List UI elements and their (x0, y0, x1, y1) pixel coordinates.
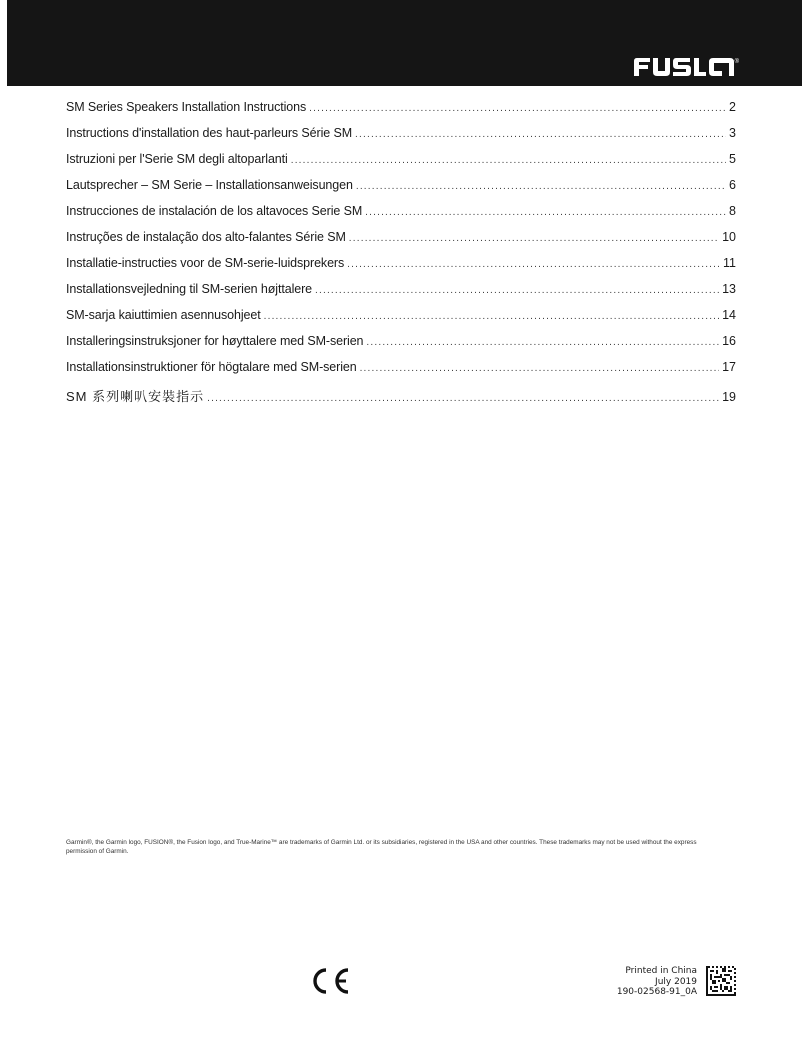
toc-entry-page: 2 (729, 100, 736, 114)
toc-entry[interactable] (66, 178, 736, 204)
toc-entry-title: Installatie-instructies voor de SM-serie-luidsprekers (66, 256, 345, 270)
fusion-logo (634, 58, 739, 76)
toc-entry-page: 16 (722, 334, 736, 348)
toc-entry[interactable] (66, 308, 736, 334)
toc-leader-dots (366, 337, 719, 348)
toc-leader-dots (315, 285, 719, 296)
toc-entry-page: 13 (722, 282, 736, 296)
data-matrix-code-icon (706, 966, 736, 996)
toc-entry-page: 8 (729, 204, 736, 218)
toc-entry-page: 5 (729, 152, 736, 166)
table-of-contents (66, 100, 736, 412)
toc-entry-title: Instruções de instalação dos alto-falantes Série SM (66, 230, 346, 244)
toc-leader-dots (347, 259, 720, 270)
toc-entry[interactable] (66, 204, 736, 230)
toc-leader-dots (264, 311, 719, 322)
toc-leader-dots (360, 363, 720, 374)
toc-leader-dots (355, 129, 726, 140)
toc-entry-title: Installationsvejledning til SM-serien højttalere (66, 282, 313, 296)
part-number: 190-02568-91_0A (616, 987, 697, 997)
toc-leader-dots (309, 103, 726, 114)
toc-leader-dots (356, 181, 726, 192)
toc-leader-dots (349, 233, 719, 244)
toc-entry-page: 19 (722, 390, 736, 404)
toc-entry[interactable] (66, 334, 736, 360)
toc-leader-dots (207, 393, 719, 404)
toc-entry-title: Istruzioni per l'Serie SM degli altoparlanti (66, 152, 288, 166)
toc-leader-dots (365, 207, 726, 218)
print-origin: Printed in China (625, 966, 697, 976)
toc-entry[interactable] (66, 100, 736, 126)
toc-entry-title: Lautsprecher – SM Serie – Installationsanweisungen (66, 178, 353, 192)
print-date: July 2019 (655, 976, 697, 987)
toc-entry[interactable] (66, 256, 736, 282)
toc-entry-page: 3 (729, 126, 736, 140)
toc-entry-page: 11 (723, 256, 736, 270)
ce-mark-icon (307, 967, 351, 1000)
toc-entry[interactable] (66, 230, 736, 256)
fusion-logo-wordmark-icon (634, 58, 734, 76)
registered-mark: ® (734, 59, 739, 65)
toc-entry[interactable] (66, 282, 736, 308)
toc-leader-dots (291, 155, 726, 166)
toc-entry-title: SM-sarja kaiuttimien asennusohjeet (66, 308, 261, 322)
toc-entry-title: SM 系列喇叭安裝指示 (66, 389, 205, 404)
header-bar (7, 0, 802, 86)
ce-symbol-icon (307, 967, 351, 995)
toc-entry-title: Installationsinstruktioner för högtalare med SM-serien (66, 360, 357, 374)
toc-entry[interactable] (66, 360, 736, 386)
toc-entry[interactable] (66, 386, 736, 412)
toc-entry-page: 14 (722, 308, 736, 322)
print-info (617, 966, 697, 998)
toc-entry-title: SM Series Speakers Installation Instructions (66, 100, 307, 114)
toc-entry-title: Instrucciones de instalación de los altavoces Serie SM (66, 204, 363, 218)
toc-entry[interactable] (66, 126, 736, 152)
toc-entry-page: 17 (722, 360, 736, 374)
toc-entry-page: 10 (722, 230, 736, 244)
toc-entry-page: 6 (729, 178, 736, 192)
toc-entry-title: Instructions d'installation des haut-parleurs Série SM (66, 126, 353, 140)
toc-entry[interactable] (66, 152, 736, 178)
trademark-notice: Garmin®, the Garmin logo, FUSION®, the Fusion logo, and True-Marine™ are trademarks of Garmin Ltd. or its subsidiaries, registered in the USA and other countries. These trademarks may not be used without the express permission of Garmin. (66, 839, 697, 855)
toc-entry-title: Installeringsinstruksjoner for høyttalere med SM-serien (66, 334, 364, 348)
